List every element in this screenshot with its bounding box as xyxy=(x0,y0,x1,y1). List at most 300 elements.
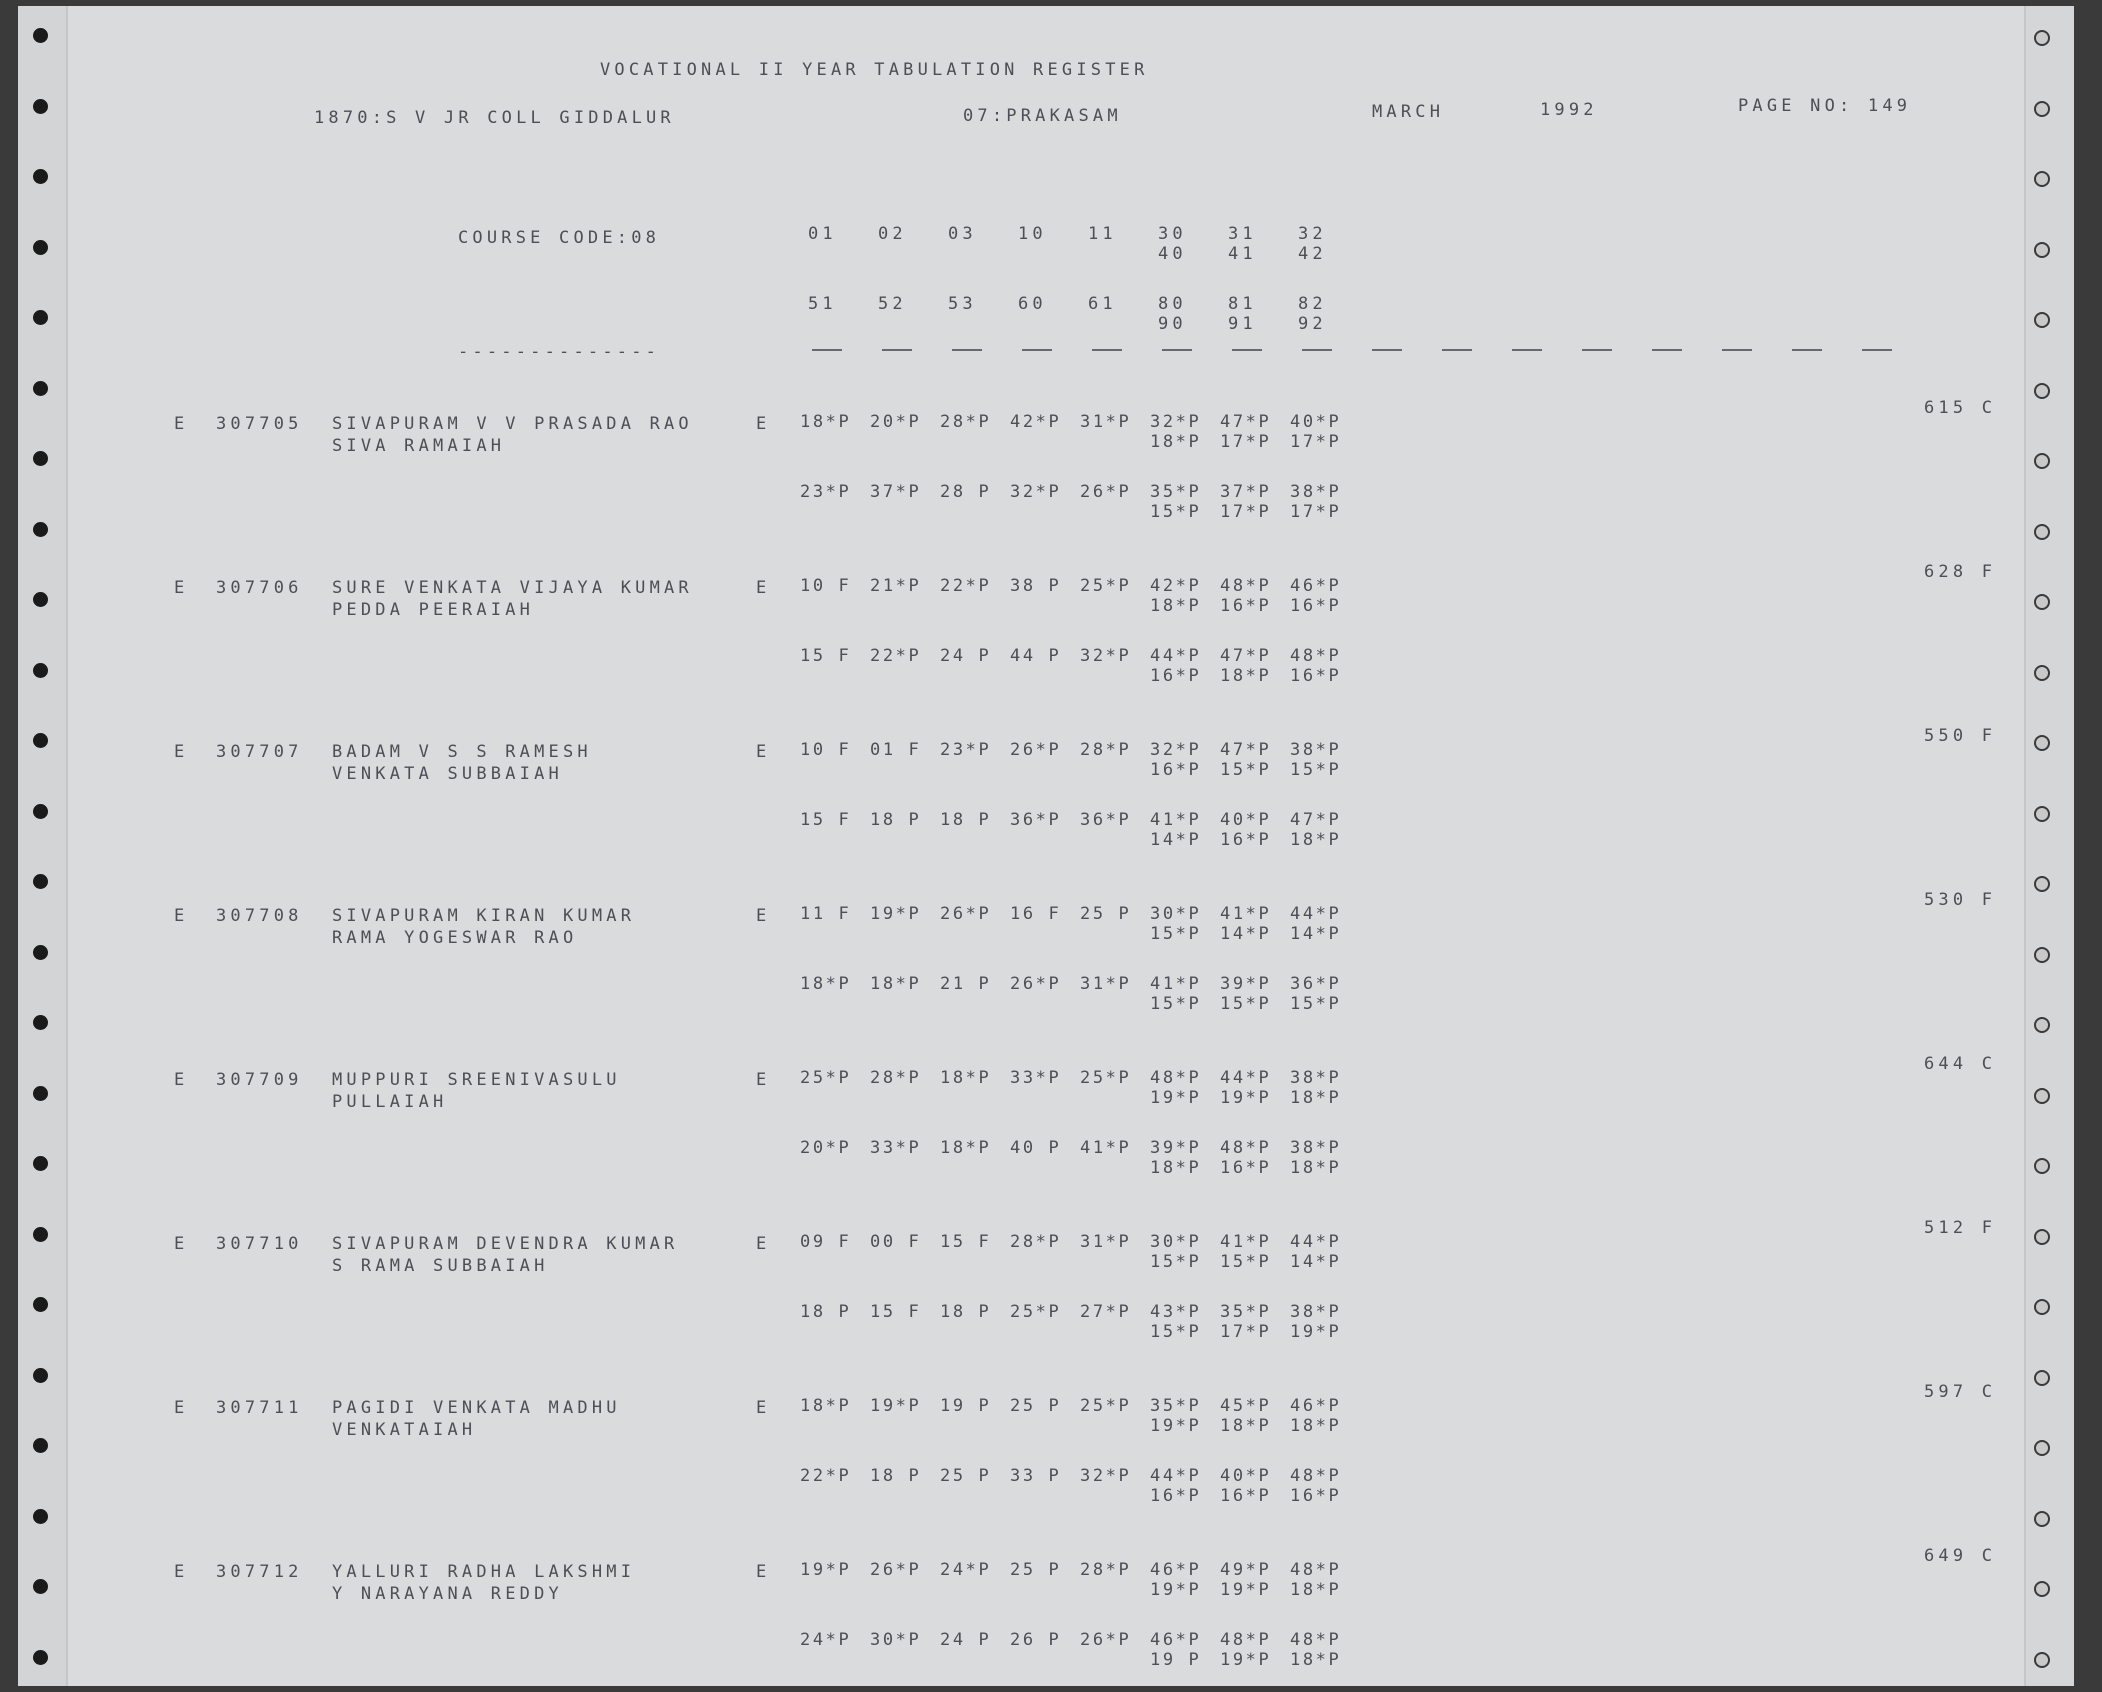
mark-cell: 14*P xyxy=(1290,1252,1342,1272)
subject-code: 03 xyxy=(948,224,977,244)
mark-cell: 45*P xyxy=(1220,1396,1272,1416)
mark-cell: 48*P xyxy=(1220,1630,1272,1650)
mark-cell: 20*P xyxy=(800,1138,852,1158)
column-dash xyxy=(1442,349,1472,351)
mark-cell: 16*P xyxy=(1220,1486,1272,1506)
roll-number: 307711 xyxy=(216,1398,303,1418)
sprocket-hole xyxy=(2034,524,2050,540)
mark-cell: 44*P xyxy=(1150,646,1202,666)
mark-cell: 49*P xyxy=(1220,1560,1272,1580)
mark-cell: 25 P xyxy=(1010,1560,1062,1580)
sprocket-hole xyxy=(33,592,48,607)
sprocket-hole xyxy=(2034,1299,2050,1315)
mark-cell: 44 P xyxy=(1010,646,1062,666)
total-result: 550 F xyxy=(1924,726,1997,746)
roll-number: 307709 xyxy=(216,1070,303,1090)
roll-number: 307707 xyxy=(216,742,303,762)
mark-cell: 15*P xyxy=(1150,1322,1202,1342)
mark-cell: 18*P xyxy=(1290,1088,1342,1108)
mark-cell: 18*P xyxy=(1220,666,1272,686)
parent-name: S RAMA SUBBAIAH xyxy=(332,1256,549,1276)
district-name: 07:PRAKASAM xyxy=(963,106,1122,126)
mark-cell: 19*P xyxy=(1220,1580,1272,1600)
column-dash xyxy=(1582,349,1612,351)
mark-cell: 25 P xyxy=(1010,1396,1062,1416)
record-flag: E xyxy=(174,1234,189,1254)
mark-cell: 18*P xyxy=(800,1396,852,1416)
sprocket-hole xyxy=(2034,453,2050,469)
mark-cell: 46*P xyxy=(1290,576,1342,596)
mark-cell: 42*P xyxy=(1150,576,1202,596)
sprocket-hole xyxy=(2034,1370,2050,1386)
column-dash xyxy=(1372,349,1402,351)
mark-cell: 17*P xyxy=(1220,432,1272,452)
sprocket-hole xyxy=(33,1368,48,1383)
parent-name: PULLAIAH xyxy=(332,1092,448,1112)
subject-code: 91 xyxy=(1228,314,1257,334)
sprocket-hole xyxy=(33,169,48,184)
subject-code: 11 xyxy=(1088,224,1117,244)
mark-cell: 40*P xyxy=(1220,810,1272,830)
sprocket-hole xyxy=(33,1438,48,1453)
mark-cell: 40 P xyxy=(1010,1138,1062,1158)
mark-cell: 23*P xyxy=(940,740,992,760)
mark-cell: 47*P xyxy=(1290,810,1342,830)
mark-cell: 38*P xyxy=(1290,740,1342,760)
mark-cell: 17*P xyxy=(1220,502,1272,522)
mark-cell: 38 P xyxy=(1010,576,1062,596)
mark-cell: 41*P xyxy=(1150,974,1202,994)
mark-cell: 15*P xyxy=(1220,760,1272,780)
subject-code: 51 xyxy=(808,294,837,314)
mark-cell: 18*P xyxy=(1290,1580,1342,1600)
sprocket-hole xyxy=(33,240,48,255)
mark-cell: 24*P xyxy=(800,1630,852,1650)
sprocket-hole xyxy=(2034,947,2050,963)
sprocket-hole xyxy=(2034,242,2050,258)
subject-code: 92 xyxy=(1298,314,1327,334)
mark-cell: 48*P xyxy=(1290,1630,1342,1650)
mark-cell: 47*P xyxy=(1220,740,1272,760)
mark-cell: 41*P xyxy=(1220,904,1272,924)
subject-code: 01 xyxy=(808,224,837,244)
mark-cell: 00 F xyxy=(870,1232,922,1252)
mark-cell: 41*P xyxy=(1150,810,1202,830)
mark-cell: 17*P xyxy=(1220,1322,1272,1342)
subject-code: 80 xyxy=(1158,294,1187,314)
medium-code: E xyxy=(756,906,771,926)
mark-cell: 18*P xyxy=(1290,1416,1342,1436)
column-dash xyxy=(1022,349,1052,351)
mark-cell: 19*P xyxy=(1290,1322,1342,1342)
column-dash xyxy=(1792,349,1822,351)
mark-cell: 44*P xyxy=(1220,1068,1272,1088)
sprocket-hole xyxy=(33,1015,48,1030)
mark-cell: 18*P xyxy=(940,1068,992,1088)
mark-cell: 36*P xyxy=(1080,810,1132,830)
sprocket-hole xyxy=(33,874,48,889)
mark-cell: 47*P xyxy=(1220,646,1272,666)
column-dash xyxy=(1512,349,1542,351)
record-flag: E xyxy=(174,414,189,434)
mark-cell: 32*P xyxy=(1010,482,1062,502)
mark-cell: 32*P xyxy=(1080,1466,1132,1486)
total-result: 512 F xyxy=(1924,1218,1997,1238)
mark-cell: 26*P xyxy=(940,904,992,924)
sprocket-hole xyxy=(2034,665,2050,681)
mark-cell: 48*P xyxy=(1150,1068,1202,1088)
mark-cell: 32*P xyxy=(1080,646,1132,666)
sprocket-hole xyxy=(33,945,48,960)
medium-code: E xyxy=(756,414,771,434)
mark-cell: 30*P xyxy=(1150,904,1202,924)
parent-name: SIVA RAMAIAH xyxy=(332,436,506,456)
mark-cell: 19*P xyxy=(870,904,922,924)
medium-code: E xyxy=(756,578,771,598)
sprocket-hole xyxy=(2034,1440,2050,1456)
sprocket-hole xyxy=(33,310,48,325)
mark-cell: 44*P xyxy=(1290,904,1342,924)
mark-cell: 25*P xyxy=(800,1068,852,1088)
subject-code: 02 xyxy=(878,224,907,244)
mark-cell: 26 P xyxy=(1010,1630,1062,1650)
mark-cell: 19*P xyxy=(1220,1650,1272,1670)
mark-cell: 35*P xyxy=(1150,1396,1202,1416)
subject-code: 90 xyxy=(1158,314,1187,334)
mark-cell: 37*P xyxy=(870,482,922,502)
sprocket-hole xyxy=(2034,1017,2050,1033)
sprocket-hole xyxy=(2034,1229,2050,1245)
mark-cell: 24 P xyxy=(940,646,992,666)
register-sheet xyxy=(18,6,2074,1686)
mark-cell: 41*P xyxy=(1080,1138,1132,1158)
sprocket-hole xyxy=(33,1579,48,1594)
mark-cell: 46*P xyxy=(1150,1630,1202,1650)
left-perforation xyxy=(66,6,68,1686)
sprocket-hole xyxy=(2034,1511,2050,1527)
college-name: 1870:S V JR COLL GIDDALUR xyxy=(314,108,675,128)
mark-cell: 25*P xyxy=(1080,576,1132,596)
mark-cell: 14*P xyxy=(1220,924,1272,944)
medium-code: E xyxy=(756,1234,771,1254)
mark-cell: 15*P xyxy=(1290,994,1342,1014)
mark-cell: 19*P xyxy=(1150,1088,1202,1108)
sprocket-hole xyxy=(33,804,48,819)
sprocket-hole xyxy=(2034,1581,2050,1597)
mark-cell: 19*P xyxy=(1150,1416,1202,1436)
course-code: COURSE CODE:08 xyxy=(458,228,661,248)
mark-cell: 41*P xyxy=(1220,1232,1272,1252)
total-result: 615 C xyxy=(1924,398,1997,418)
column-dash xyxy=(882,349,912,351)
medium-code: E xyxy=(756,1398,771,1418)
subject-code: 40 xyxy=(1158,244,1187,264)
total-result: 644 C xyxy=(1924,1054,1997,1074)
mark-cell: 39*P xyxy=(1150,1138,1202,1158)
mark-cell: 18*P xyxy=(1220,1416,1272,1436)
mark-cell: 48*P xyxy=(1290,646,1342,666)
mark-cell: 35*P xyxy=(1220,1302,1272,1322)
mark-cell: 26*P xyxy=(1080,1630,1132,1650)
mark-cell: 16*P xyxy=(1290,1486,1342,1506)
sprocket-hole xyxy=(2034,806,2050,822)
mark-cell: 25 P xyxy=(940,1466,992,1486)
mark-cell: 25*P xyxy=(1080,1396,1132,1416)
mark-cell: 01 F xyxy=(870,740,922,760)
student-name: PAGIDI VENKATA MADHU xyxy=(332,1398,621,1418)
mark-cell: 18*P xyxy=(800,412,852,432)
mark-cell: 18*P xyxy=(1290,1650,1342,1670)
mark-cell: 32*P xyxy=(1150,740,1202,760)
subject-code: 60 xyxy=(1018,294,1047,314)
sprocket-hole xyxy=(2034,1088,2050,1104)
mark-cell: 42*P xyxy=(1010,412,1062,432)
mark-cell: 19*P xyxy=(1220,1088,1272,1108)
mark-cell: 30*P xyxy=(870,1630,922,1650)
exam-month: MARCH xyxy=(1372,102,1445,122)
column-dash xyxy=(1092,349,1122,351)
sprocket-hole xyxy=(33,99,48,114)
register-title: VOCATIONAL II YEAR TABULATION REGISTER xyxy=(600,60,1149,80)
sprocket-hole xyxy=(2034,101,2050,117)
mark-cell: 19*P xyxy=(800,1560,852,1580)
mark-cell: 24 P xyxy=(940,1630,992,1650)
mark-cell: 40*P xyxy=(1220,1466,1272,1486)
left-tractor-strip xyxy=(18,6,66,1686)
subject-code: 82 xyxy=(1298,294,1327,314)
mark-cell: 25 P xyxy=(1080,904,1132,924)
mark-cell: 46*P xyxy=(1150,1560,1202,1580)
record-flag: E xyxy=(174,1070,189,1090)
subject-code: 81 xyxy=(1228,294,1257,314)
total-result: 628 F xyxy=(1924,562,1997,582)
mark-cell: 33 P xyxy=(1010,1466,1062,1486)
column-dash xyxy=(1302,349,1332,351)
right-perforation xyxy=(2024,6,2026,1686)
roll-number: 307712 xyxy=(216,1562,303,1582)
mark-cell: 28*P xyxy=(940,412,992,432)
roll-number: 307706 xyxy=(216,578,303,598)
mark-cell: 38*P xyxy=(1290,1068,1342,1088)
mark-cell: 38*P xyxy=(1290,1138,1342,1158)
mark-cell: 25*P xyxy=(1010,1302,1062,1322)
mark-cell: 28*P xyxy=(1080,1560,1132,1580)
sprocket-hole xyxy=(2034,1652,2050,1668)
roll-number: 307705 xyxy=(216,414,303,434)
subject-code: 53 xyxy=(948,294,977,314)
column-dash xyxy=(1862,349,1892,351)
mark-cell: 31*P xyxy=(1080,412,1132,432)
mark-cell: 28*P xyxy=(1080,740,1132,760)
sprocket-hole xyxy=(33,1650,48,1665)
mark-cell: 44*P xyxy=(1150,1466,1202,1486)
student-name: SIVAPURAM DEVENDRA KUMAR xyxy=(332,1234,679,1254)
sprocket-hole xyxy=(33,1227,48,1242)
sprocket-hole xyxy=(2034,171,2050,187)
mark-cell: 31*P xyxy=(1080,974,1132,994)
mark-cell: 18*P xyxy=(1290,1158,1342,1178)
total-result: 597 C xyxy=(1924,1382,1997,1402)
mark-cell: 19*P xyxy=(1150,1580,1202,1600)
mark-cell: 39*P xyxy=(1220,974,1272,994)
mark-cell: 18 P xyxy=(940,810,992,830)
subject-code: 41 xyxy=(1228,244,1257,264)
mark-cell: 18*P xyxy=(1150,432,1202,452)
mark-cell: 16*P xyxy=(1290,666,1342,686)
mark-cell: 15*P xyxy=(1220,1252,1272,1272)
sprocket-hole xyxy=(33,522,48,537)
mark-cell: 18*P xyxy=(1150,596,1202,616)
column-dash xyxy=(1652,349,1682,351)
total-result: 649 C xyxy=(1924,1546,1997,1566)
subject-code: 61 xyxy=(1088,294,1117,314)
subject-code: 30 xyxy=(1158,224,1187,244)
mark-cell: 28 P xyxy=(940,482,992,502)
mark-cell: 09 F xyxy=(800,1232,852,1252)
mark-cell: 21*P xyxy=(870,576,922,596)
mark-cell: 15 F xyxy=(940,1232,992,1252)
mark-cell: 15*P xyxy=(1150,994,1202,1014)
subject-code: 52 xyxy=(878,294,907,314)
sprocket-hole xyxy=(2034,383,2050,399)
record-flag: E xyxy=(174,1398,189,1418)
mark-cell: 48*P xyxy=(1220,1138,1272,1158)
student-name: BADAM V S S RAMESH xyxy=(332,742,592,762)
mark-cell: 18*P xyxy=(870,974,922,994)
mark-cell: 26*P xyxy=(1010,974,1062,994)
mark-cell: 14*P xyxy=(1290,924,1342,944)
mark-cell: 15*P xyxy=(1220,994,1272,1014)
medium-code: E xyxy=(756,1070,771,1090)
sprocket-hole xyxy=(33,1086,48,1101)
student-name: YALLURI RADHA LAKSHMI xyxy=(332,1562,636,1582)
parent-name: VENKATA SUBBAIAH xyxy=(332,764,563,784)
student-name: MUPPURI SREENIVASULU xyxy=(332,1070,621,1090)
mark-cell: 38*P xyxy=(1290,1302,1342,1322)
subject-code: 42 xyxy=(1298,244,1327,264)
mark-cell: 26*P xyxy=(1080,482,1132,502)
mark-cell: 15 F xyxy=(800,810,852,830)
sprocket-hole xyxy=(33,663,48,678)
mark-cell: 27*P xyxy=(1080,1302,1132,1322)
course-underline: -------------- xyxy=(458,342,661,362)
mark-cell: 47*P xyxy=(1220,412,1272,432)
student-name: SIVAPURAM KIRAN KUMAR xyxy=(332,906,636,926)
mark-cell: 32*P xyxy=(1150,412,1202,432)
student-name: SIVAPURAM V V PRASADA RAO xyxy=(332,414,693,434)
mark-cell: 24*P xyxy=(940,1560,992,1580)
sprocket-hole xyxy=(2034,1158,2050,1174)
subject-code: 32 xyxy=(1298,224,1327,244)
mark-cell: 18*P xyxy=(800,974,852,994)
parent-name: VENKATAIAH xyxy=(332,1420,477,1440)
mark-cell: 48*P xyxy=(1290,1466,1342,1486)
mark-cell: 20*P xyxy=(870,412,922,432)
record-flag: E xyxy=(174,1562,189,1582)
student-name: SURE VENKATA VIJAYA KUMAR xyxy=(332,578,693,598)
mark-cell: 15*P xyxy=(1150,1252,1202,1272)
sprocket-hole xyxy=(2034,30,2050,46)
mark-cell: 18 P xyxy=(870,1466,922,1486)
mark-cell: 25*P xyxy=(1080,1068,1132,1088)
mark-cell: 44*P xyxy=(1290,1232,1342,1252)
roll-number: 307708 xyxy=(216,906,303,926)
sprocket-hole xyxy=(33,733,48,748)
mark-cell: 18 P xyxy=(940,1302,992,1322)
mark-cell: 16 F xyxy=(1010,904,1062,924)
sprocket-hole xyxy=(33,1509,48,1524)
mark-cell: 48*P xyxy=(1220,576,1272,596)
column-dash xyxy=(812,349,842,351)
mark-cell: 23*P xyxy=(800,482,852,502)
mark-cell: 38*P xyxy=(1290,482,1342,502)
mark-cell: 18*P xyxy=(1290,830,1342,850)
mark-cell: 22*P xyxy=(800,1466,852,1486)
parent-name: RAMA YOGESWAR RAO xyxy=(332,928,578,948)
column-dash xyxy=(952,349,982,351)
sprocket-hole xyxy=(33,1297,48,1312)
mark-cell: 37*P xyxy=(1220,482,1272,502)
record-flag: E xyxy=(174,578,189,598)
mark-cell: 35*P xyxy=(1150,482,1202,502)
mark-cell: 46*P xyxy=(1290,1396,1342,1416)
exam-year: 1992 xyxy=(1540,100,1598,120)
mark-cell: 31*P xyxy=(1080,1232,1132,1252)
mark-cell: 15*P xyxy=(1290,760,1342,780)
mark-cell: 16*P xyxy=(1220,830,1272,850)
mark-cell: 15 F xyxy=(800,646,852,666)
sprocket-hole xyxy=(33,28,48,43)
mark-cell: 19 P xyxy=(1150,1650,1202,1670)
column-dash xyxy=(1232,349,1262,351)
mark-cell: 28*P xyxy=(870,1068,922,1088)
mark-cell: 18 P xyxy=(800,1302,852,1322)
mark-cell: 15*P xyxy=(1150,924,1202,944)
mark-cell: 16*P xyxy=(1150,666,1202,686)
mark-cell: 48*P xyxy=(1290,1560,1342,1580)
subject-code: 10 xyxy=(1018,224,1047,244)
mark-cell: 28*P xyxy=(1010,1232,1062,1252)
mark-cell: 33*P xyxy=(1010,1068,1062,1088)
mark-cell: 26*P xyxy=(1010,740,1062,760)
mark-cell: 26*P xyxy=(870,1560,922,1580)
sprocket-hole xyxy=(2034,735,2050,751)
mark-cell: 40*P xyxy=(1290,412,1342,432)
mark-cell: 15 F xyxy=(870,1302,922,1322)
record-flag: E xyxy=(174,742,189,762)
sprocket-hole xyxy=(33,451,48,466)
right-tractor-strip xyxy=(2026,6,2074,1686)
column-dash xyxy=(1722,349,1752,351)
subject-code: 31 xyxy=(1228,224,1257,244)
medium-code: E xyxy=(756,1562,771,1582)
mark-cell: 18*P xyxy=(940,1138,992,1158)
mark-cell: 43*P xyxy=(1150,1302,1202,1322)
total-result: 530 F xyxy=(1924,890,1997,910)
medium-code: E xyxy=(756,742,771,762)
parent-name: Y NARAYANA REDDY xyxy=(332,1584,563,1604)
sprocket-hole xyxy=(33,381,48,396)
mark-cell: 30*P xyxy=(1150,1232,1202,1252)
mark-cell: 18 P xyxy=(870,810,922,830)
mark-cell: 22*P xyxy=(940,576,992,596)
column-dash xyxy=(1162,349,1192,351)
sprocket-hole xyxy=(33,1156,48,1171)
mark-cell: 16*P xyxy=(1220,1158,1272,1178)
mark-cell: 19*P xyxy=(870,1396,922,1416)
mark-cell: 17*P xyxy=(1290,502,1342,522)
mark-cell: 36*P xyxy=(1290,974,1342,994)
